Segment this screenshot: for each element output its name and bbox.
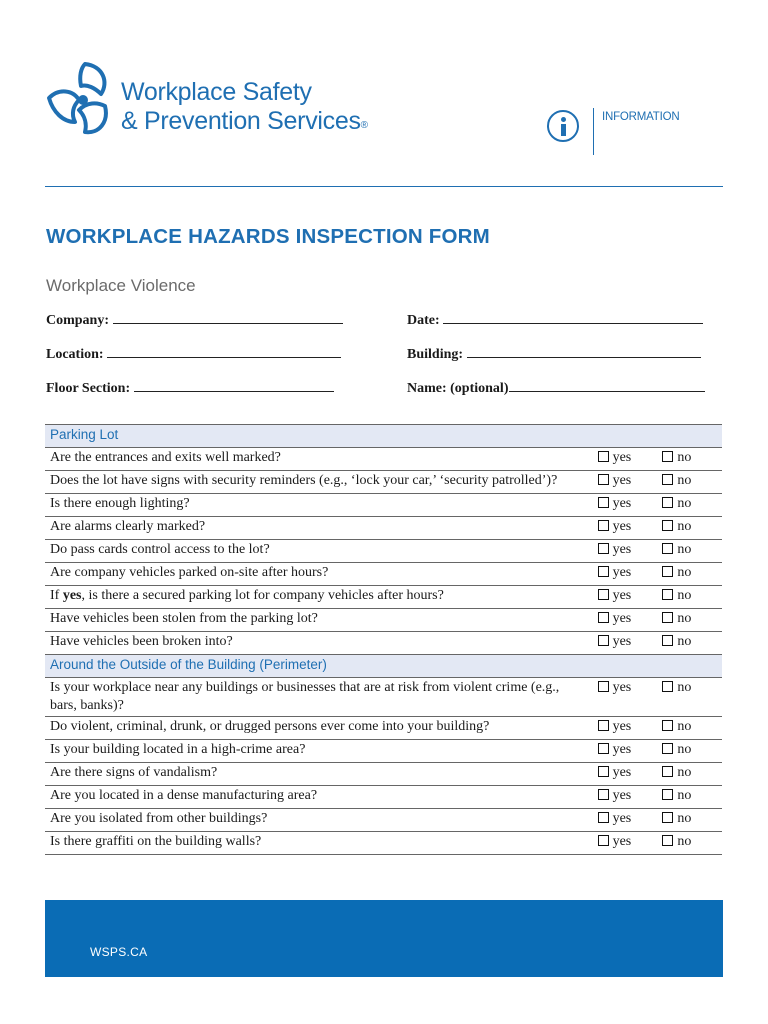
question-text: Do violent, criminal, drunk, or drugged persons ever come into your building? — [45, 717, 593, 740]
location-field — [46, 345, 341, 363]
no-label: no — [677, 588, 692, 603]
yes-option[interactable] — [593, 763, 658, 786]
no-option[interactable] — [657, 832, 722, 855]
no-label: no — [677, 742, 692, 757]
floor-section-field — [46, 379, 334, 397]
no-option[interactable] — [657, 448, 722, 471]
no-option[interactable] — [657, 809, 722, 832]
no-label: no — [677, 788, 692, 803]
no-option[interactable] — [657, 494, 722, 517]
no-option[interactable] — [657, 471, 722, 494]
question-row — [45, 609, 722, 632]
question-text: Have vehicles been broken into? — [45, 632, 593, 655]
yes-label: yes — [612, 588, 632, 603]
no-option[interactable] — [657, 717, 722, 740]
yes-option[interactable] — [593, 740, 658, 763]
yes-checkbox[interactable] — [598, 474, 609, 485]
question-text: Do pass cards control access to the lot? — [45, 540, 593, 563]
yes-label: yes — [612, 496, 632, 511]
company-field — [46, 311, 343, 329]
question-row — [45, 678, 722, 717]
yes-checkbox[interactable] — [598, 543, 609, 554]
no-checkbox[interactable] — [662, 520, 673, 531]
yes-label: yes — [612, 719, 632, 734]
no-label: no — [677, 542, 692, 557]
question-row — [45, 786, 722, 809]
yes-checkbox[interactable] — [598, 566, 609, 577]
question-row — [45, 517, 722, 540]
header-rule — [45, 186, 723, 187]
no-checkbox[interactable] — [662, 635, 673, 646]
no-label: no — [677, 565, 692, 580]
question-text: Are you isolated from other buildings? — [45, 809, 593, 832]
question-text: Is there enough lighting? — [45, 494, 593, 517]
question-row — [45, 448, 722, 471]
yes-label: yes — [612, 611, 632, 626]
yes-option[interactable] — [593, 494, 658, 517]
question-text: Are the entrances and exits well marked? — [45, 448, 593, 471]
question-text: Have vehicles been stolen from the parking lot? — [45, 609, 593, 632]
yes-option[interactable] — [593, 832, 658, 855]
section-heading: Around the Outside of the Building (Perimeter) — [45, 655, 722, 678]
building-label: Building: — [407, 347, 464, 362]
yes-option[interactable] — [593, 632, 658, 655]
no-label: no — [677, 519, 692, 534]
info-divider — [593, 108, 594, 155]
yes-label: yes — [612, 450, 632, 465]
no-checkbox[interactable] — [662, 835, 673, 846]
no-option[interactable] — [657, 540, 722, 563]
question-row — [45, 832, 722, 855]
name-input-line[interactable] — [509, 379, 705, 392]
yes-label: yes — [612, 542, 632, 557]
no-checkbox[interactable] — [662, 789, 673, 800]
no-checkbox[interactable] — [662, 743, 673, 754]
no-checkbox[interactable] — [662, 612, 673, 623]
yes-label: yes — [612, 788, 632, 803]
form-title: WORKPLACE HAZARDS INSPECTION FORM — [46, 225, 490, 248]
yes-checkbox[interactable] — [598, 681, 609, 692]
yes-checkbox[interactable] — [598, 635, 609, 646]
floor-section-input-line[interactable] — [134, 379, 334, 392]
yes-option[interactable] — [593, 471, 658, 494]
footer-bar — [45, 900, 723, 977]
no-label: no — [677, 765, 692, 780]
yes-option[interactable] — [593, 678, 658, 717]
yes-checkbox[interactable] — [598, 589, 609, 600]
yes-option[interactable] — [593, 540, 658, 563]
company-input-line[interactable] — [113, 311, 343, 324]
yes-label: yes — [612, 519, 632, 534]
question-row — [45, 586, 722, 609]
yes-label: yes — [612, 765, 632, 780]
yes-label: yes — [612, 680, 632, 695]
no-option[interactable] — [657, 678, 722, 717]
yes-option[interactable] — [593, 586, 658, 609]
no-checkbox[interactable] — [662, 474, 673, 485]
no-option[interactable] — [657, 786, 722, 809]
yes-label: yes — [612, 811, 632, 826]
question-row — [45, 717, 722, 740]
building-input-line[interactable] — [467, 345, 701, 358]
question-row — [45, 540, 722, 563]
no-label: no — [677, 680, 692, 695]
date-input-line[interactable] — [443, 311, 703, 324]
info-label: INFORMATION — [602, 111, 680, 123]
no-label: no — [677, 634, 692, 649]
registered-mark: ® — [360, 120, 368, 131]
page-header — [45, 58, 725, 158]
yes-checkbox[interactable] — [598, 720, 609, 731]
logo-line-1: Workplace Safety — [121, 78, 312, 106]
name-field — [407, 379, 705, 397]
logo-line-2 — [121, 107, 368, 136]
yes-option[interactable] — [593, 563, 658, 586]
yes-option[interactable] — [593, 448, 658, 471]
logo-wordmark — [121, 78, 368, 136]
yes-label: yes — [612, 473, 632, 488]
question-text: Are you located in a dense manufacturing area? — [45, 786, 593, 809]
no-option[interactable] — [657, 609, 722, 632]
name-label: Name: (optional) — [407, 381, 509, 396]
yes-checkbox[interactable] — [598, 497, 609, 508]
no-label: no — [677, 834, 692, 849]
yes-checkbox[interactable] — [598, 789, 609, 800]
date-field — [407, 311, 703, 329]
question-row — [45, 632, 722, 655]
yes-checkbox[interactable] — [598, 766, 609, 777]
building-field — [407, 345, 701, 363]
no-checkbox[interactable] — [662, 720, 673, 731]
question-text: Does the lot have signs with security reminders (e.g., ‘lock your car,’ ‘security patrolled’)? — [45, 471, 593, 494]
question-text: Is your workplace near any buildings or businesses that are at risk from violent crime (e.g., bars, banks)? — [45, 678, 593, 717]
information-badge — [547, 108, 697, 158]
yes-option[interactable] — [593, 809, 658, 832]
no-checkbox[interactable] — [662, 589, 673, 600]
section-header — [45, 425, 722, 448]
question-text: Are there signs of vandalism? — [45, 763, 593, 786]
question-text: If yes, is there a secured parking lot for company vehicles after hours? — [45, 586, 593, 609]
inspection-checklist — [45, 424, 722, 855]
no-checkbox[interactable] — [662, 681, 673, 692]
form-subtitle: Workplace Violence — [46, 276, 196, 295]
info-icon — [547, 110, 579, 142]
no-checkbox[interactable] — [662, 543, 673, 554]
date-label: Date: — [407, 313, 440, 328]
location-input-line[interactable] — [107, 345, 341, 358]
no-option[interactable] — [657, 563, 722, 586]
yes-option[interactable] — [593, 786, 658, 809]
question-row — [45, 494, 722, 517]
question-text: Is there graffiti on the building walls? — [45, 832, 593, 855]
section-header — [45, 655, 722, 678]
no-checkbox[interactable] — [662, 766, 673, 777]
no-option[interactable] — [657, 586, 722, 609]
no-option[interactable] — [657, 740, 722, 763]
trillium-logo-icon — [45, 60, 117, 138]
no-option[interactable] — [657, 632, 722, 655]
yes-label: yes — [612, 634, 632, 649]
question-row — [45, 809, 722, 832]
company-label: Company: — [46, 313, 110, 328]
location-label: Location: — [46, 347, 104, 362]
no-label: no — [677, 496, 692, 511]
yes-checkbox[interactable] — [598, 743, 609, 754]
no-option[interactable] — [657, 763, 722, 786]
section-heading: Parking Lot — [45, 425, 722, 448]
no-checkbox[interactable] — [662, 497, 673, 508]
question-row — [45, 763, 722, 786]
yes-label: yes — [612, 565, 632, 580]
wsps-logo — [45, 58, 375, 138]
no-label: no — [677, 611, 692, 626]
yes-checkbox[interactable] — [598, 835, 609, 846]
yes-option[interactable] — [593, 717, 658, 740]
no-option[interactable] — [657, 517, 722, 540]
no-checkbox[interactable] — [662, 812, 673, 823]
question-text: Are alarms clearly marked? — [45, 517, 593, 540]
yes-checkbox[interactable] — [598, 451, 609, 462]
question-text: Is your building located in a high-crime area? — [45, 740, 593, 763]
no-label: no — [677, 450, 692, 465]
no-label: no — [677, 719, 692, 734]
no-label: no — [677, 811, 692, 826]
yes-option[interactable] — [593, 517, 658, 540]
question-row — [45, 563, 722, 586]
logo-line-2-text: & Prevention Services — [121, 107, 361, 135]
yes-checkbox[interactable] — [598, 812, 609, 823]
yes-checkbox[interactable] — [598, 520, 609, 531]
question-row — [45, 471, 722, 494]
yes-label: yes — [612, 834, 632, 849]
floor-section-label: Floor Section: — [46, 381, 131, 396]
no-checkbox[interactable] — [662, 451, 673, 462]
yes-label: yes — [612, 742, 632, 757]
question-text: Are company vehicles parked on-site after hours? — [45, 563, 593, 586]
footer-url[interactable]: WSPS.CA — [90, 945, 148, 959]
question-row — [45, 740, 722, 763]
no-label: no — [677, 473, 692, 488]
yes-option[interactable] — [593, 609, 658, 632]
no-checkbox[interactable] — [662, 566, 673, 577]
yes-checkbox[interactable] — [598, 612, 609, 623]
